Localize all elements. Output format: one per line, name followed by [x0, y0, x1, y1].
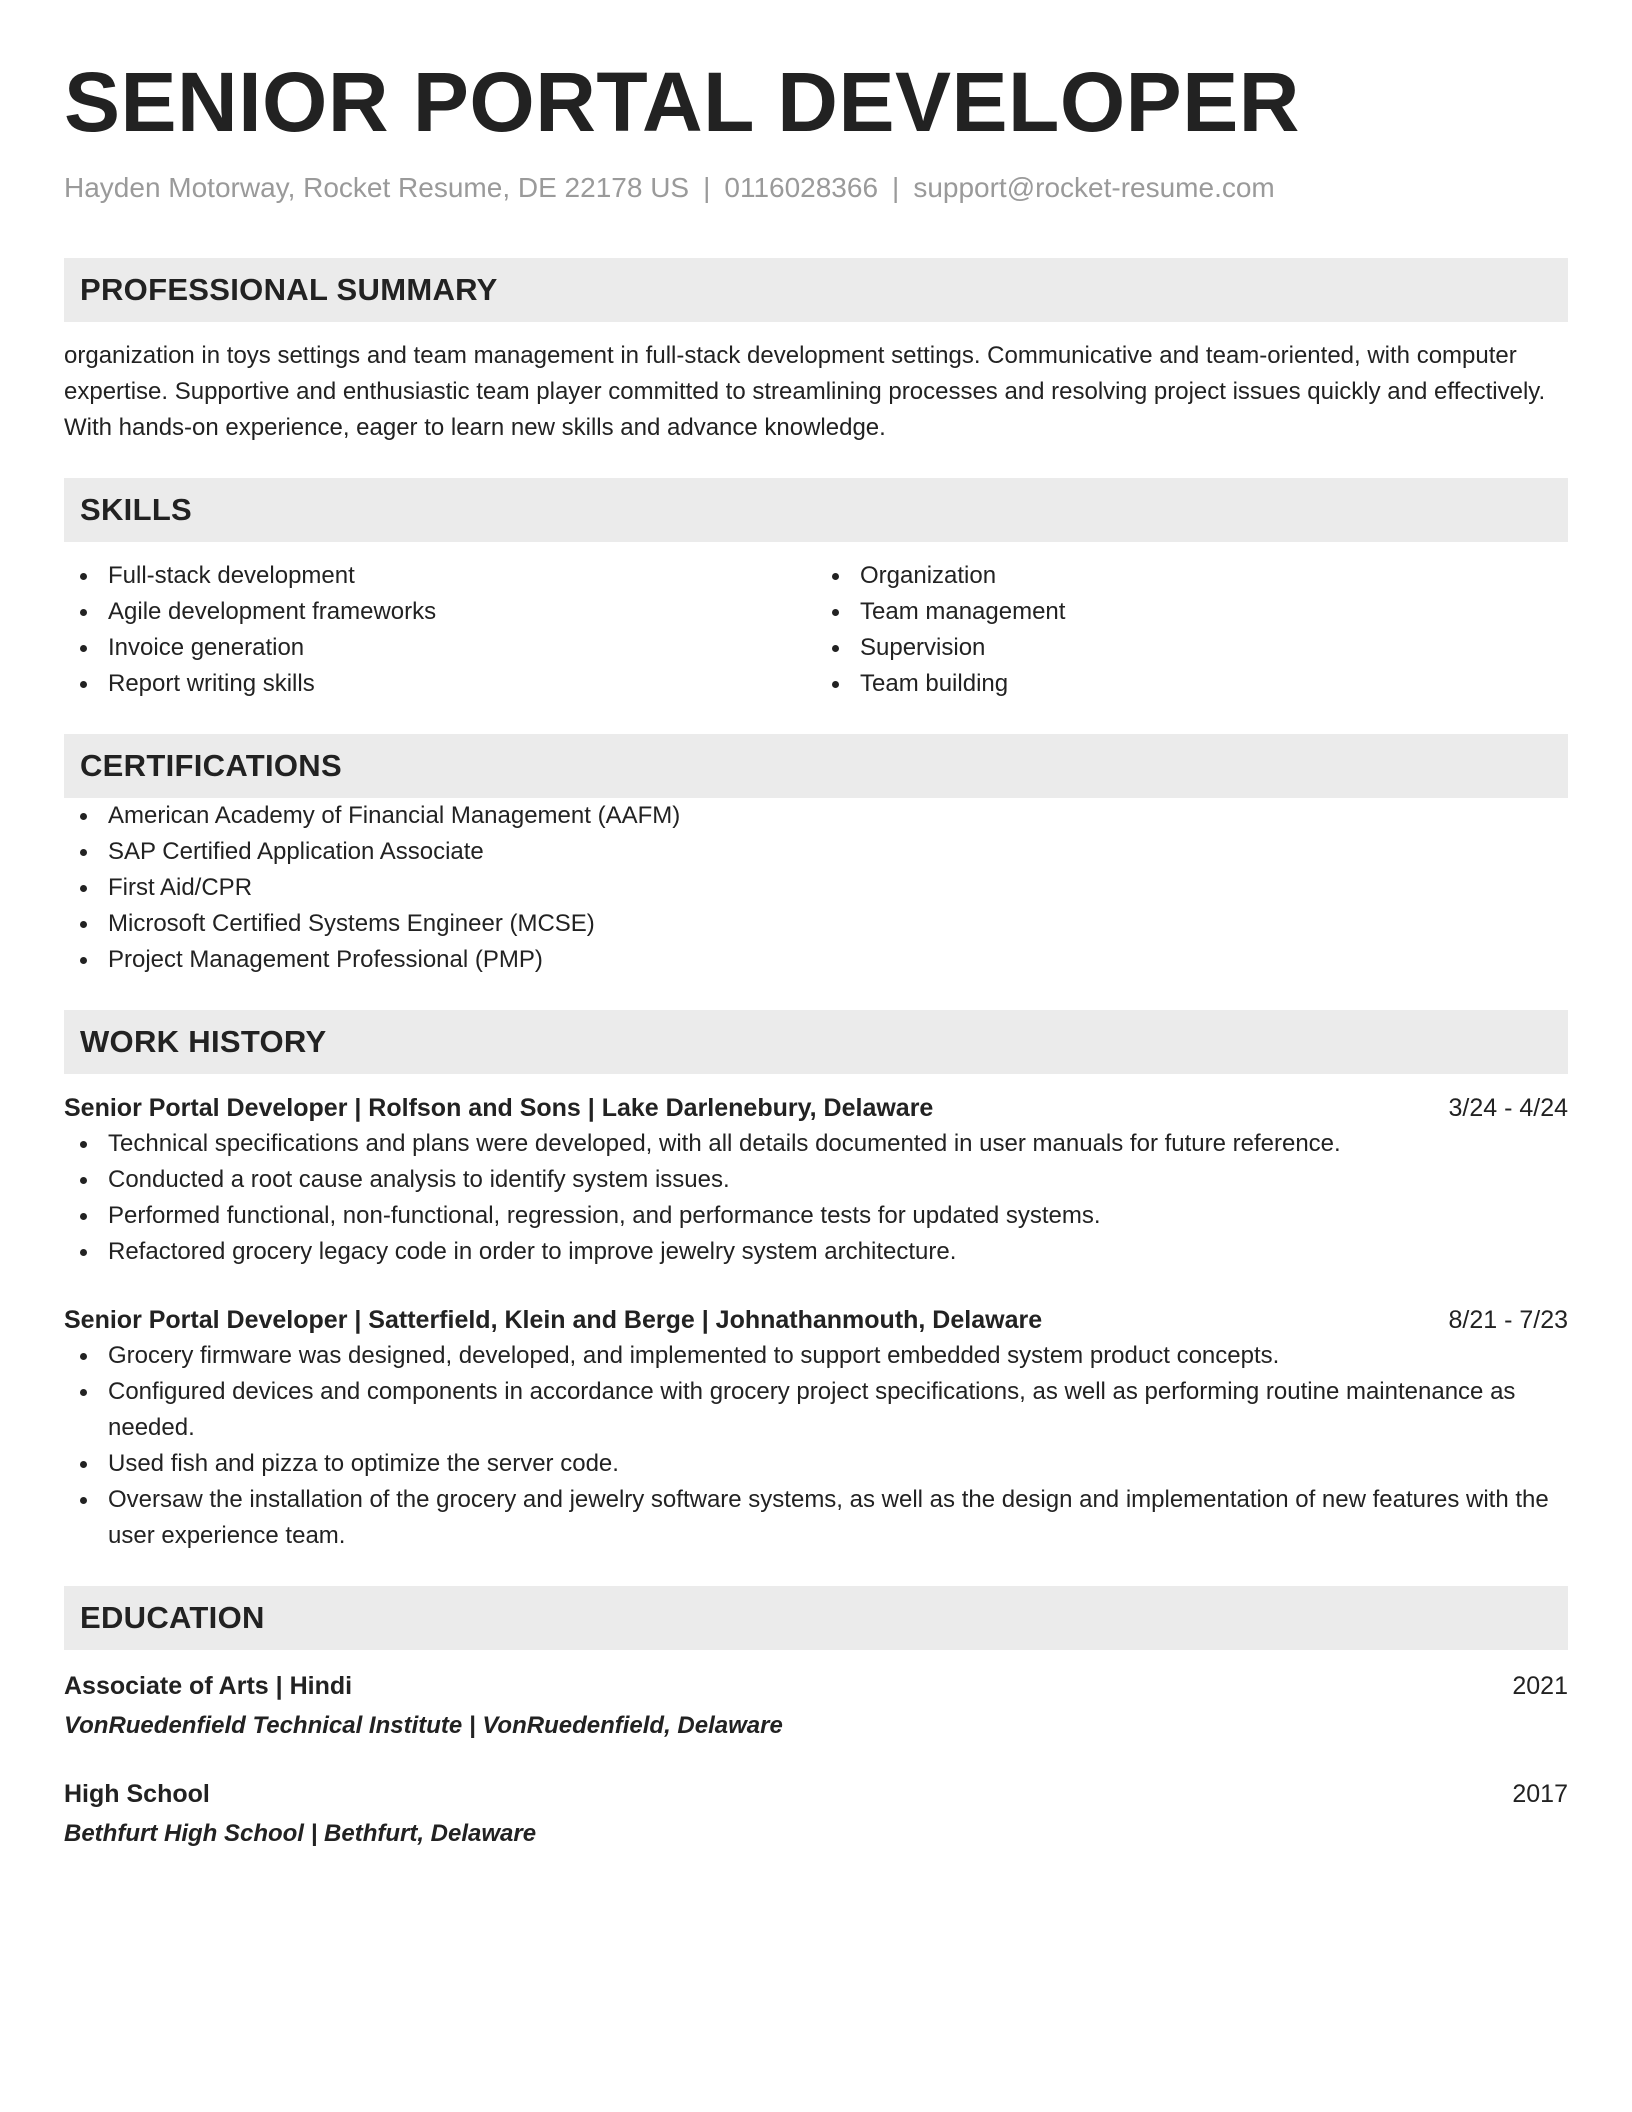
skill-item: Invoice generation — [64, 630, 816, 666]
education-section — [64, 1586, 1568, 1852]
education-entry — [64, 1776, 1568, 1852]
job-title: Senior Portal Developer | Rolfson and Sons | Lake Darlenebury, Delaware — [64, 1094, 934, 1122]
job-bullet: Grocery firmware was designed, developed, and implemented to support embedded system product concepts. — [64, 1338, 1568, 1374]
summary-heading: PROFESSIONAL SUMMARY — [64, 258, 1568, 322]
skills-columns — [64, 558, 1568, 702]
job-entry — [64, 1302, 1568, 1554]
job-bullet: Conducted a root cause analysis to identify system issues. — [64, 1162, 1568, 1198]
contact-phone: 0116028366 — [724, 172, 879, 203]
job-title: Senior Portal Developer | Satterfield, Klein and Berge | Johnathanmouth, Delaware — [64, 1306, 1043, 1334]
contact-separator: | — [703, 172, 711, 203]
education-year: 2021 — [1512, 1672, 1568, 1700]
job-bullets — [64, 1126, 1568, 1270]
certification-item: SAP Certified Application Associate — [64, 834, 1568, 870]
job-bullet: Refactored grocery legacy code in order to improve jewelry system architecture. — [64, 1234, 1568, 1270]
skills-list-right — [816, 558, 1568, 702]
contact-line — [64, 168, 1568, 208]
resume-name: SENIOR PORTAL DEVELOPER — [64, 55, 1300, 149]
summary-section — [64, 258, 1568, 446]
education-heading: EDUCATION — [64, 1586, 1568, 1650]
skill-item: Team building — [816, 666, 1568, 702]
education-year: 2017 — [1512, 1780, 1568, 1808]
skill-item: Supervision — [816, 630, 1568, 666]
job-bullet: Technical specifications and plans were developed, with all details documented in user manuals for future reference. — [64, 1126, 1568, 1162]
contact-address: Hayden Motorway, Rocket Resume, DE 22178 US — [64, 172, 690, 203]
work-history-section — [64, 1010, 1568, 1554]
school: Bethfurt High School | Bethfurt, Delaware — [64, 1820, 537, 1847]
certification-item: First Aid/CPR — [64, 870, 1568, 906]
summary-text: organization in toys settings and team management in full-stack development settings. Communicative and team-oriented, with computer expertise. Supportive and enthusiastic team player committed to streamlining processes and resolving project issues quickly and effectively. With hands-on experience, eager to learn new skills and advance knowledge. — [64, 342, 1546, 441]
certifications-heading: CERTIFICATIONS — [64, 734, 1568, 798]
skills-list-left — [64, 558, 816, 702]
education-header — [64, 1776, 1568, 1812]
skills-heading: SKILLS — [64, 478, 1568, 542]
skills-column-left — [64, 558, 816, 702]
education-header — [64, 1668, 1568, 1704]
skill-item: Organization — [816, 558, 1568, 594]
skill-item: Agile development frameworks — [64, 594, 816, 630]
contact-separator: | — [892, 172, 900, 203]
job-bullets — [64, 1338, 1568, 1554]
skills-section — [64, 478, 1568, 702]
certification-item: Project Management Professional (PMP) — [64, 942, 1568, 978]
certifications-section — [64, 734, 1568, 978]
certifications-list — [64, 798, 1568, 978]
degree: High School — [64, 1780, 210, 1808]
job-bullet: Used fish and pizza to optimize the server code. — [64, 1446, 1568, 1482]
job-entry — [64, 1090, 1568, 1270]
job-bullet: Configured devices and components in accordance with grocery project specifications, as well as performing routine maintenance as needed. — [64, 1374, 1568, 1446]
job-dates: 3/24 - 4/24 — [1448, 1094, 1568, 1122]
job-dates: 8/21 - 7/23 — [1448, 1306, 1568, 1334]
job-bullet: Performed functional, non-functional, regression, and performance tests for updated systems. — [64, 1198, 1568, 1234]
contact-email: support@rocket-resume.com — [913, 172, 1275, 203]
job-bullet: Oversaw the installation of the grocery and jewelry software systems, as well as the design and implementation of new features with the user experience team. — [64, 1482, 1568, 1554]
skills-column-right — [816, 558, 1568, 702]
education-entry — [64, 1668, 1568, 1744]
certification-item: Microsoft Certified Systems Engineer (MCSE) — [64, 906, 1568, 942]
school: VonRuedenfield Technical Institute | VonRuedenfield, Delaware — [64, 1712, 783, 1739]
work-history-heading: WORK HISTORY — [64, 1010, 1568, 1074]
job-header — [64, 1302, 1568, 1338]
certification-item: American Academy of Financial Management (AAFM) — [64, 798, 1568, 834]
job-header — [64, 1090, 1568, 1126]
degree: Associate of Arts | Hindi — [64, 1672, 353, 1700]
skill-item: Full-stack development — [64, 558, 816, 594]
skill-item: Team management — [816, 594, 1568, 630]
skill-item: Report writing skills — [64, 666, 816, 702]
